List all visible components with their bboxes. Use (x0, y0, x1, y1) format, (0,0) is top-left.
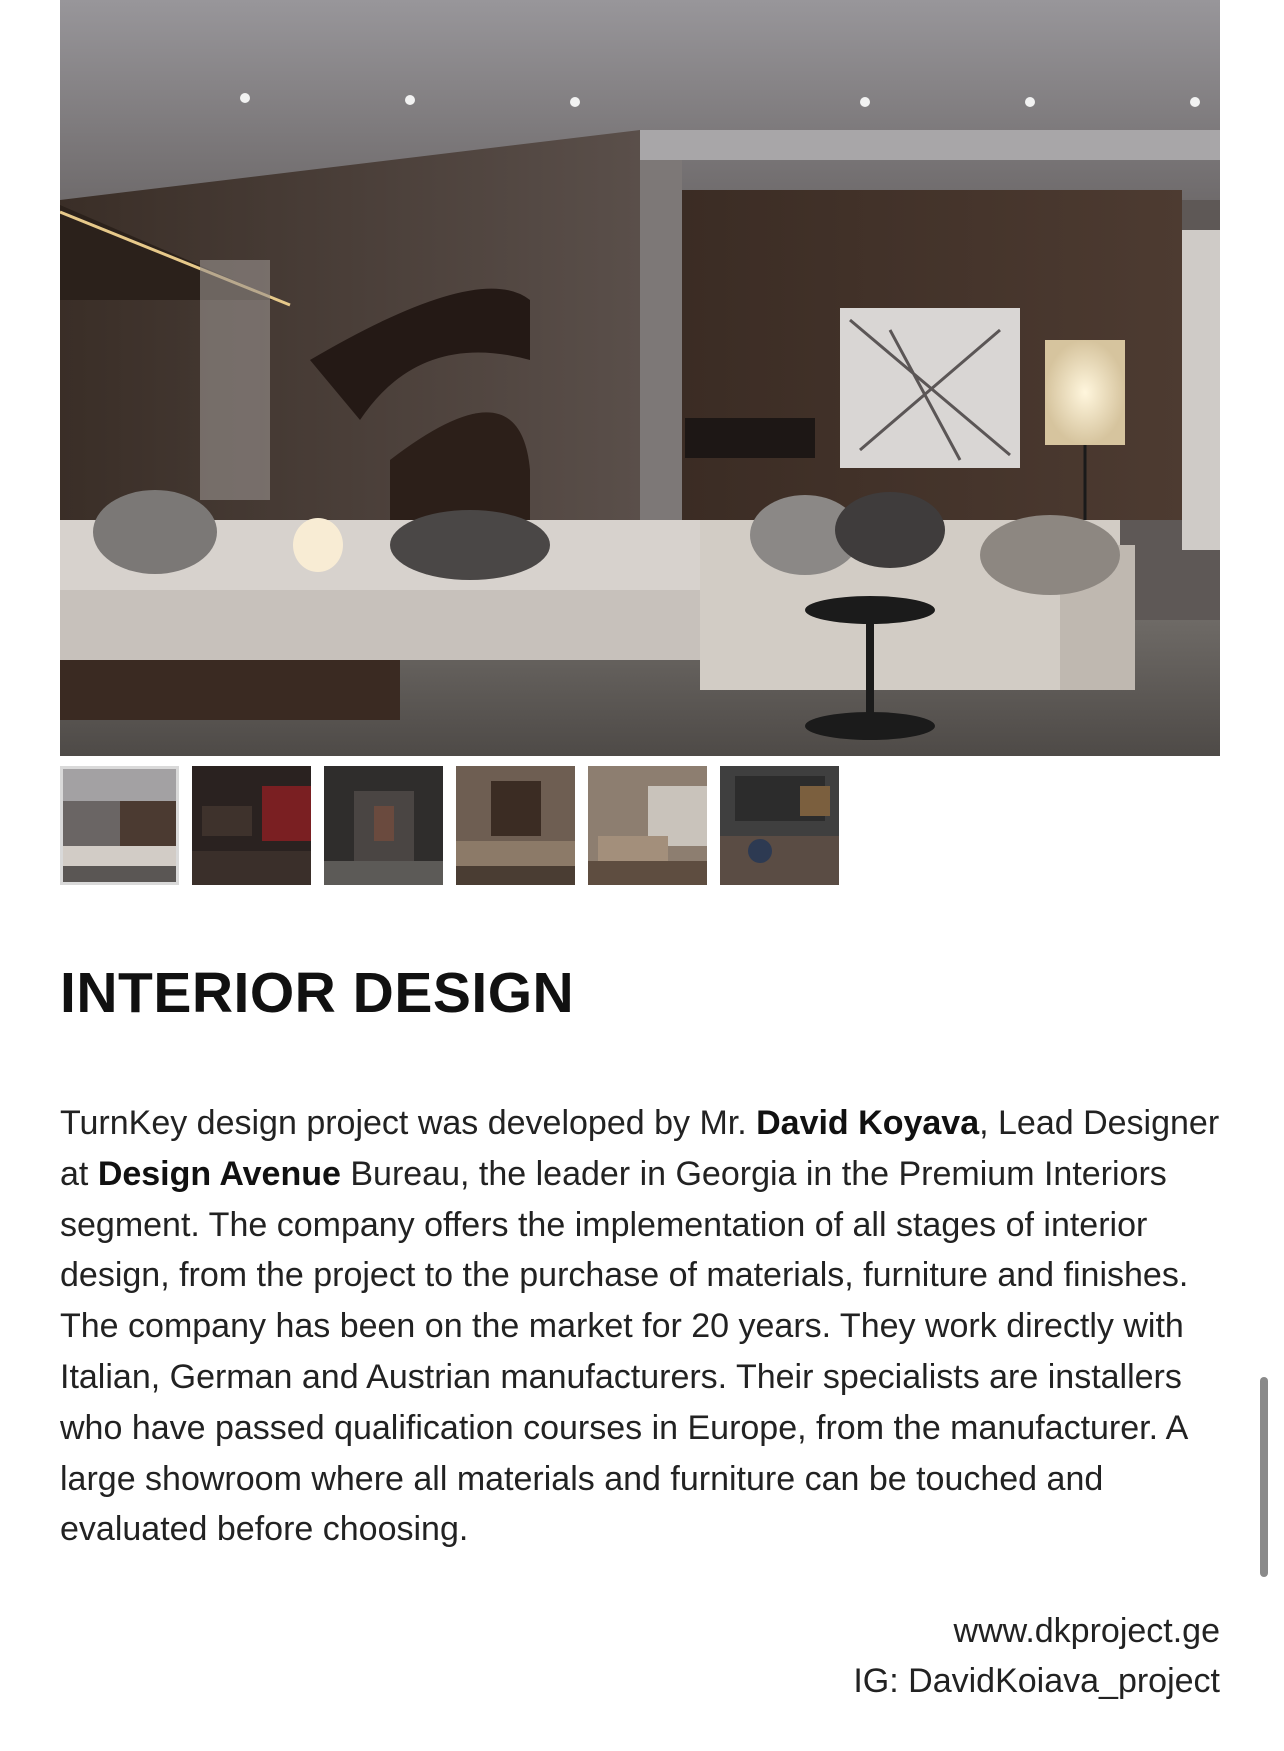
thumbnail-3[interactable] (324, 766, 443, 885)
section-title: INTERIOR DESIGN (60, 961, 575, 1025)
living-room-photo (60, 0, 1220, 756)
company-name: Design Avenue (97, 1154, 341, 1193)
description-text: TurnKey design project was developed by Mr. (60, 1104, 757, 1142)
section-description (60, 1098, 1240, 1555)
thumbnail-image (60, 766, 179, 885)
gallery-thumbnails (60, 766, 839, 885)
description-text: , Lead Designer at (60, 1104, 1220, 1193)
description-text: Bureau, the leader in Georgia in the Premium Interiors segment. The company offers the implementation of all stages of interior design, from the project to the purchase of materials, furniture and finishes. The company has been on the market for 20 years. They work directly with Italian, German and Austrian manufacturers. Their specialists are installers who have passed qualification courses in Europe, from the manufacturer. A large showroom where all materials and furniture can be touched and evaluated before choosing. (60, 1154, 1189, 1549)
contacts (853, 1606, 1220, 1706)
designer-name: David Koyava (756, 1104, 980, 1142)
instagram-handle[interactable]: IG: DavidKoiava_project (853, 1662, 1220, 1700)
thumbnail-5[interactable] (588, 766, 707, 885)
thumbnail-1[interactable] (60, 766, 179, 885)
thumbnail-image (456, 766, 575, 885)
thumbnail-2[interactable] (192, 766, 311, 885)
thumbnail-image (324, 766, 443, 885)
scrollbar-thumb[interactable] (1260, 1377, 1268, 1577)
thumbnail-image (720, 766, 839, 885)
thumbnail-image (588, 766, 707, 885)
thumbnail-6[interactable] (720, 766, 839, 885)
website-link[interactable]: www.dkproject.ge (953, 1612, 1220, 1650)
thumbnail-image (192, 766, 311, 885)
main-gallery-image[interactable] (60, 0, 1220, 756)
thumbnail-4[interactable] (456, 766, 575, 885)
